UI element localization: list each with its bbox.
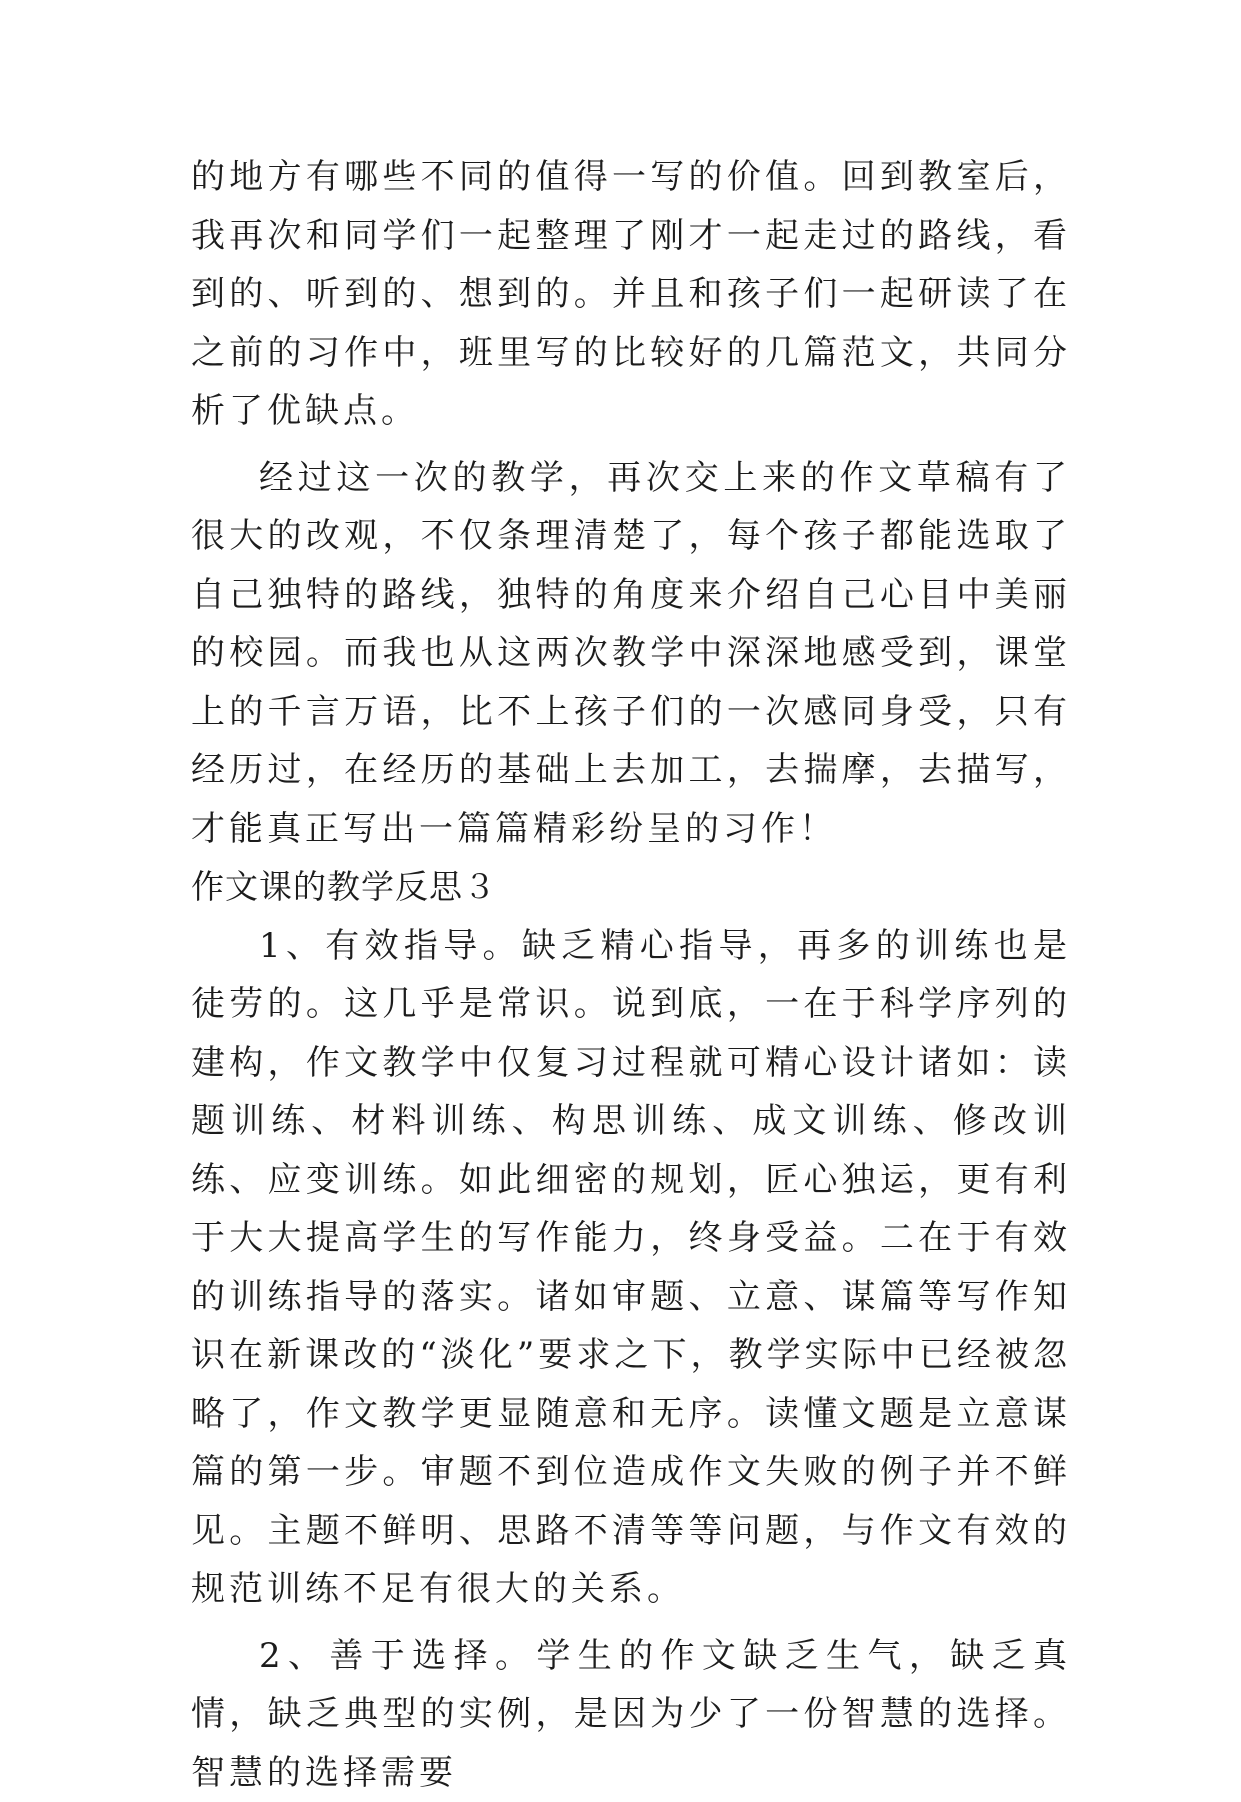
paragraph-point-1: 1、有效指导。缺乏精心指导，再多的训练也是徒劳的。这几乎是常识。说到底，一在于科学序列的建构，作文教学中仅复习过程就可精心设计诸如：读题训练、材料训练、构思训练、成文训练、修改训练、应变训练。如此细密的规划，匠心独运，更有利于大大提高学生的写作能力，终身受益。二在于有效的训练指导的落实。诸如审题、立意、谋篇等写作知识在新课改的“淡化”要求之下，教学实际中已经被忽略了，作文教学更显随意和无序。读懂文题是立意谋篇的第一步。审题不到位造成作文失败的例子并不鲜见。主题不鲜明、思路不清等等问题，与作文有效的规范训练不足有很大的关系。 — [191, 917, 1071, 1619]
paragraph-reflection-summary: 经过这一次的教学，再次交上来的作文草稿有了很大的改观，不仅条理清楚了，每个孩子都能选取了自己独特的路线，独特的角度来介绍自己心目中美丽的校园。而我也从这两次教学中深深地感受到，课堂上的千言万语，比不上孩子们的一次感同身受，只有经历过，在经历的基础上去加工，去揣摩，去描写，才能真正写出一篇篇精彩纷呈的习作！ — [191, 449, 1071, 859]
paragraph-gap — [191, 441, 1071, 449]
paragraph-point-2: 2、善于选择。学生的作文缺乏生气，缺乏真情，缺乏典型的实例，是因为少了一份智慧的选择。智慧的选择需要 — [191, 1627, 1071, 1802]
paragraph-continuation: 的地方有哪些不同的值得一写的价值。回到教室后，我再次和同学们一起整理了刚才一起走过的路线，看到的、听到的、想到的。并且和孩子们一起研读了在之前的习作中，班里写的比较好的几篇范文，共同分析了优缺点。 — [191, 148, 1071, 441]
document-page — [191, 148, 1071, 1802]
section-heading: 作文课的教学反思３ — [191, 858, 1071, 917]
paragraph-gap — [191, 1619, 1071, 1627]
